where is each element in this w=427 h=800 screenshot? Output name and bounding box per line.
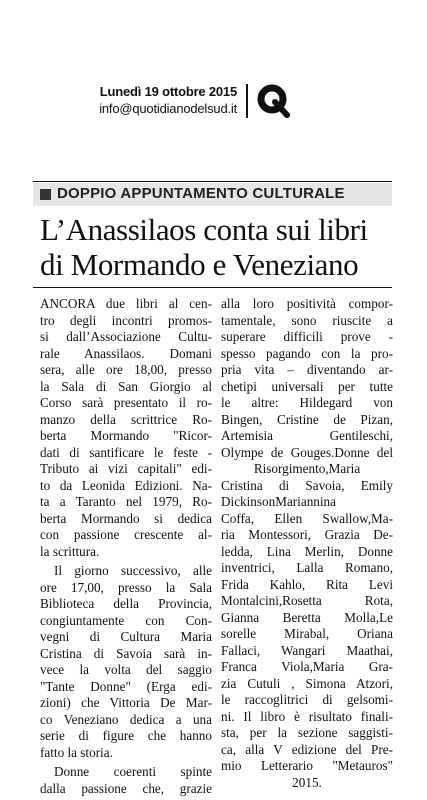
headline-line: L’Anassilaos conta sui libri bbox=[40, 212, 368, 247]
text-line: Fallaci, Wangari Maathai, bbox=[221, 642, 393, 658]
headline-line: di Mormando e Veneziano bbox=[40, 247, 359, 282]
text-line: ledda, Lina Merlin, Donne bbox=[221, 543, 393, 559]
text-line: ca, alla V edizione del Pre- bbox=[221, 741, 393, 757]
text-line: le altre: Hildegard von bbox=[221, 395, 393, 410]
text-line: inventrici, Lalla Romano, bbox=[221, 560, 393, 575]
article-headline bbox=[40, 212, 400, 282]
text-line: sta, per la sezione saggisti- bbox=[221, 725, 393, 740]
text-line: Gianna Beretta Molla,Le bbox=[221, 609, 393, 625]
text-line: Olympe de Gouges.Donne del bbox=[221, 444, 393, 460]
article-column-left bbox=[40, 296, 212, 797]
text-line: co Veneziano dedica a una bbox=[40, 711, 212, 727]
text-line: chetipi universali per tutte bbox=[221, 378, 393, 394]
text-line: Il giorno successivo, alle bbox=[54, 563, 212, 578]
top-rule bbox=[33, 181, 392, 182]
text-line: ni. Il libro è risultato finali- bbox=[221, 708, 393, 724]
text-line: vece la volta del saggio bbox=[40, 662, 212, 677]
text-line: con passione crescente al- bbox=[40, 527, 212, 542]
text-line: Risorgimento,Maria bbox=[253, 461, 361, 476]
text-line: Donne coerenti spinte bbox=[54, 764, 212, 779]
text-line: Artemisia Gentileschi, bbox=[221, 428, 393, 443]
text-line: Coffa, Ellen Swallow,Ma- bbox=[221, 510, 393, 526]
text-line: tro degli incontri promos- bbox=[40, 312, 212, 328]
text-line: ANCORA due libri al cen- bbox=[40, 296, 212, 311]
text-line: manzo della scrittrice Ro- bbox=[40, 411, 212, 427]
text-line: mio Letterario "Metauros" bbox=[221, 758, 393, 773]
text-line: zioni) che Vittoria De Mar- bbox=[40, 695, 212, 710]
text-line: la Sala di San Giorgio al bbox=[40, 378, 212, 394]
text-line: zia Cutuli , Simona Atzori, bbox=[221, 675, 393, 691]
text-line: dalla passione che, grazie bbox=[40, 780, 212, 796]
quotidiano-q-logo-icon bbox=[255, 82, 291, 118]
masthead-divider bbox=[246, 84, 248, 118]
text-line: berta Mormando si dedica bbox=[40, 510, 212, 526]
text-line: alla loro positività compor- bbox=[221, 296, 393, 311]
text-line: Corso sarà presentato il ro- bbox=[40, 395, 212, 410]
text-line: si dall’Associazione Cultu- bbox=[40, 329, 212, 344]
kicker-square-icon bbox=[40, 189, 51, 200]
text-line: congiuntamente con Con- bbox=[40, 612, 212, 628]
text-line: Cristina di Savoia sarà in- bbox=[40, 645, 212, 661]
text-line: to da Leonida Edizioni. Na- bbox=[40, 477, 212, 493]
kicker-bar bbox=[33, 183, 392, 206]
text-line: Tributo ai vizi capitali" edi- bbox=[40, 461, 212, 476]
text-line: dati di santificare le feste - bbox=[40, 444, 212, 460]
text-line: superare difficili prove - bbox=[221, 329, 393, 344]
text-line: Bingen, Cristine de Pizan, bbox=[221, 411, 393, 427]
text-line: berta Mormando "Ricor- bbox=[40, 428, 212, 443]
text-line: Biblioteca della Provincia, bbox=[40, 596, 212, 611]
text-line: ore 17,00, presso la Sala bbox=[40, 579, 212, 595]
text-line: Cristina di Savoia, Emily bbox=[221, 477, 393, 493]
article-column-right bbox=[221, 296, 393, 791]
text-line: tamentale, sono riuscite a bbox=[221, 312, 393, 328]
headline-rule bbox=[33, 287, 392, 288]
text-line: la scrittura. bbox=[40, 543, 100, 559]
text-line: sera, alle ore 18,00, presso bbox=[40, 362, 212, 377]
article-kicker: DOPPIO APPUNTAMENTO CULTURALE bbox=[57, 185, 345, 202]
publication-date: Lunedì 19 ottobre 2015 bbox=[99, 84, 237, 99]
text-line: vegni di Cultura Maria bbox=[40, 629, 212, 644]
text-line: fatto la storia. bbox=[40, 744, 113, 760]
text-line: DickinsonMariannina bbox=[221, 494, 336, 509]
text-line: spesso pagando con la pro- bbox=[221, 345, 393, 361]
contact-email: info@quotidianodelsud.it bbox=[99, 101, 237, 116]
text-line: Franca Viola,Maria Gra- bbox=[221, 659, 393, 674]
text-line: ria Montessori, Grazia De- bbox=[221, 527, 393, 542]
text-line: pria vita – diventando ar- bbox=[221, 362, 393, 377]
text-line: "Tante Donne" (Erga edi- bbox=[40, 678, 212, 694]
text-line: 2015. bbox=[292, 774, 322, 790]
text-line: rale Anassilaos. Domani bbox=[40, 345, 212, 361]
text-line: ta a Taranto nel 1979, Ro- bbox=[40, 494, 212, 509]
text-line: le raccoglitrici di gelsomi- bbox=[221, 692, 393, 707]
masthead bbox=[0, 78, 427, 128]
text-line: sorelle Mirabal, Oriana bbox=[221, 626, 393, 641]
text-line: Montalcini,Rosetta Rota, bbox=[221, 593, 393, 608]
text-line: Frida Kahlo, Rita Levi bbox=[221, 576, 393, 592]
text-line: serie di figure che hanno bbox=[40, 728, 212, 743]
